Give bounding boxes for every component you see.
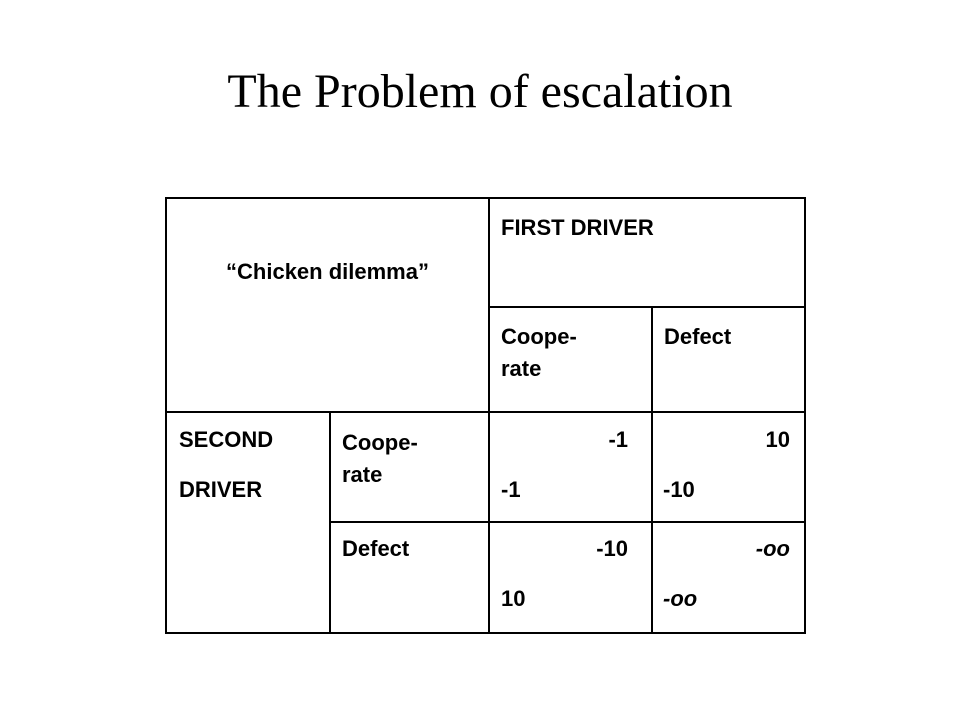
second-driver-label-line2: DRIVER bbox=[179, 477, 263, 502]
payoff-r1c1-bottom: -1 bbox=[501, 477, 521, 502]
vline-cols bbox=[651, 306, 653, 632]
hline-rows bbox=[329, 521, 804, 523]
hline-second-driver-top bbox=[167, 411, 804, 413]
payoff-r2c1-bottom: 10 bbox=[501, 586, 526, 611]
payoff-matrix bbox=[165, 197, 806, 634]
col-header-cooperate: Coope- rate bbox=[501, 324, 577, 381]
second-driver-label-line1: SECOND bbox=[179, 427, 274, 452]
first-driver-label: FIRST DRIVER bbox=[501, 215, 654, 240]
row-header-cooperate: Coope- rate bbox=[342, 430, 418, 487]
payoff-r2c2-bottom: -oo bbox=[663, 586, 698, 611]
hline-first-driver bbox=[488, 306, 804, 308]
corner-label: “Chicken dilemma” bbox=[226, 259, 429, 284]
payoff-r1c1-top: -1 bbox=[608, 427, 628, 452]
payoff-r1c2-top: 10 bbox=[765, 427, 790, 452]
row-header-defect: Defect bbox=[342, 536, 410, 561]
vline-first-driver-left bbox=[488, 199, 490, 632]
payoff-r2c2-top: -oo bbox=[755, 536, 790, 561]
col-header-defect: Defect bbox=[664, 324, 732, 349]
payoff-r2c1-top: -10 bbox=[596, 536, 628, 561]
payoff-r1c2-bottom: -10 bbox=[663, 477, 695, 502]
slide-title: The Problem of escalation bbox=[227, 65, 733, 118]
